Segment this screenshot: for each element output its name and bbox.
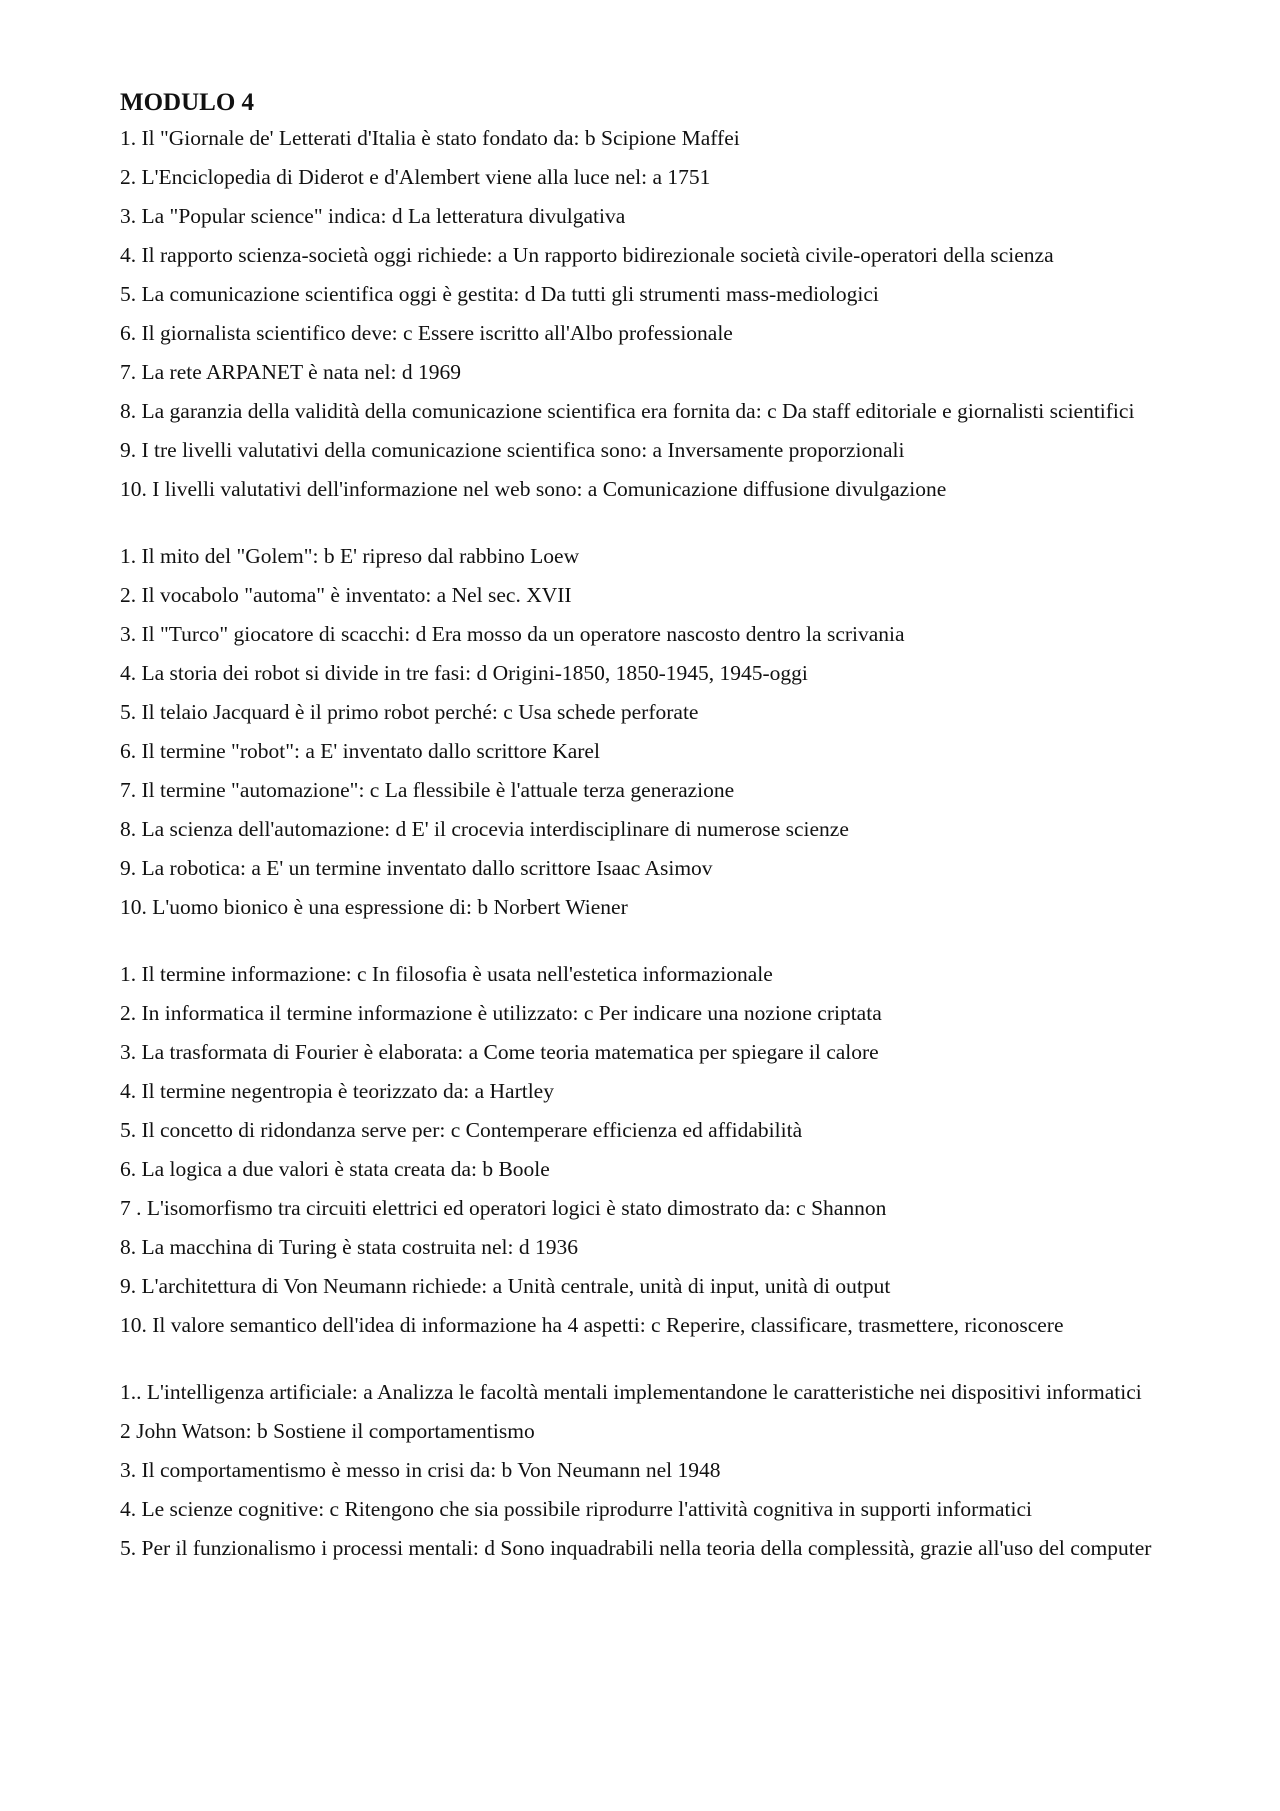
question-item: 3. Il comportamentismo è messo in crisi da: b Von Neumann nel 1948 — [120, 1458, 721, 1482]
question-item: 9. La robotica: a E' un termine inventato dallo scrittore Isaac Asimov — [120, 856, 713, 880]
question-item: 8. La macchina di Turing è stata costruita nel: d 1936 — [120, 1235, 578, 1259]
question-item: 8. La garanzia della validità della comunicazione scientifica era fornita da: c Da staff editoriale e giornalisti scientifici — [120, 399, 1135, 423]
question-item: 1. Il mito del "Golem": b E' ripreso dal rabbino Loew — [120, 544, 580, 568]
question-item: 3. La "Popular science" indica: d La letteratura divulgativa — [120, 204, 626, 228]
question-item: 1. Il "Giornale de' Letterati d'Italia è stato fondato da: b Scipione Maffei — [120, 126, 740, 150]
document-page — [120, 88, 1170, 1573]
document-title: MODULO 4 — [120, 89, 255, 116]
question-item: 9. I tre livelli valutativi della comunicazione scientifica sono: a Inversamente proporzionali — [120, 438, 905, 462]
quiz-section-4 — [120, 1378, 1170, 1562]
quiz-section-1 — [120, 124, 1170, 503]
question-item: 1. Il termine informazione: c In filosofia è usata nell'estetica informazionale — [120, 962, 773, 986]
question-item: 2. Il vocabolo "automa" è inventato: a Nel sec. XVII — [120, 583, 572, 607]
question-item: 7. Il termine "automazione": c La flessibile è l'attuale terza generazione — [120, 778, 735, 802]
question-item: 9. L'architettura di Von Neumann richiede: a Unità centrale, unità di input, unità di output — [120, 1274, 891, 1298]
question-item: 10. L'uomo bionico è una espressione di: b Norbert Wiener — [120, 895, 628, 919]
question-item: 4. Le scienze cognitive: c Ritengono che sia possibile riprodurre l'attività cognitiva in supporti informatici — [120, 1497, 1033, 1521]
question-item: 3. La trasformata di Fourier è elaborata: a Come teoria matematica per spiegare il calore — [120, 1040, 879, 1064]
quiz-section-3 — [120, 960, 1170, 1339]
question-item: 4. Il rapporto scienza-società oggi richiede: a Un rapporto bidirezionale società civile-operatori della scienza — [120, 243, 1054, 267]
question-item: 7 . L'isomorfismo tra circuiti elettrici ed operatori logici è stato dimostrato da: c Shannon — [120, 1196, 887, 1220]
question-item: 10. Il valore semantico dell'idea di informazione ha 4 aspetti: c Reperire, classificare, trasmettere, riconoscere — [120, 1313, 1064, 1337]
question-item: 2. L'Enciclopedia di Diderot e d'Alembert viene alla luce nel: a 1751 — [120, 165, 711, 189]
question-item: 1.. L'intelligenza artificiale: a Analizza le facoltà mentali implementandone le caratteristiche nei dispositivi informatici — [120, 1380, 1142, 1404]
question-item: 2 John Watson: b Sostiene il comportamentismo — [120, 1419, 535, 1443]
question-item: 5. Per il funzionalismo i processi mentali: d Sono inquadrabili nella teoria della complessità, grazie all'uso del computer — [120, 1536, 1152, 1560]
question-item: 2. In informatica il termine informazione è utilizzato: c Per indicare una nozione criptata — [120, 1001, 882, 1025]
question-item: 5. Il concetto di ridondanza serve per: c Contemperare efficienza ed affidabilità — [120, 1118, 803, 1142]
question-item: 10. I livelli valutativi dell'informazione nel web sono: a Comunicazione diffusione divulgazione — [120, 477, 947, 501]
question-item: 6. La logica a due valori è stata creata da: b Boole — [120, 1157, 550, 1181]
question-item: 6. Il termine "robot": a E' inventato dallo scrittore Karel — [120, 739, 600, 763]
question-item: 3. Il "Turco" giocatore di scacchi: d Era mosso da un operatore nascosto dentro la scrivania — [120, 622, 905, 646]
question-item: 7. La rete ARPANET è nata nel: d 1969 — [120, 360, 461, 384]
question-item: 5. Il telaio Jacquard è il primo robot perché: c Usa schede perforate — [120, 700, 699, 724]
question-item: 6. Il giornalista scientifico deve: c Essere iscritto all'Albo professionale — [120, 321, 733, 345]
question-item: 5. La comunicazione scientifica oggi è gestita: d Da tutti gli strumenti mass-mediologici — [120, 282, 879, 306]
question-item: 8. La scienza dell'automazione: d E' il crocevia interdisciplinare di numerose scienze — [120, 817, 849, 841]
quiz-section-2 — [120, 542, 1170, 921]
question-item: 4. Il termine negentropia è teorizzato da: a Hartley — [120, 1079, 554, 1103]
question-item: 4. La storia dei robot si divide in tre fasi: d Origini-1850, 1850-1945, 1945-oggi — [120, 661, 808, 685]
